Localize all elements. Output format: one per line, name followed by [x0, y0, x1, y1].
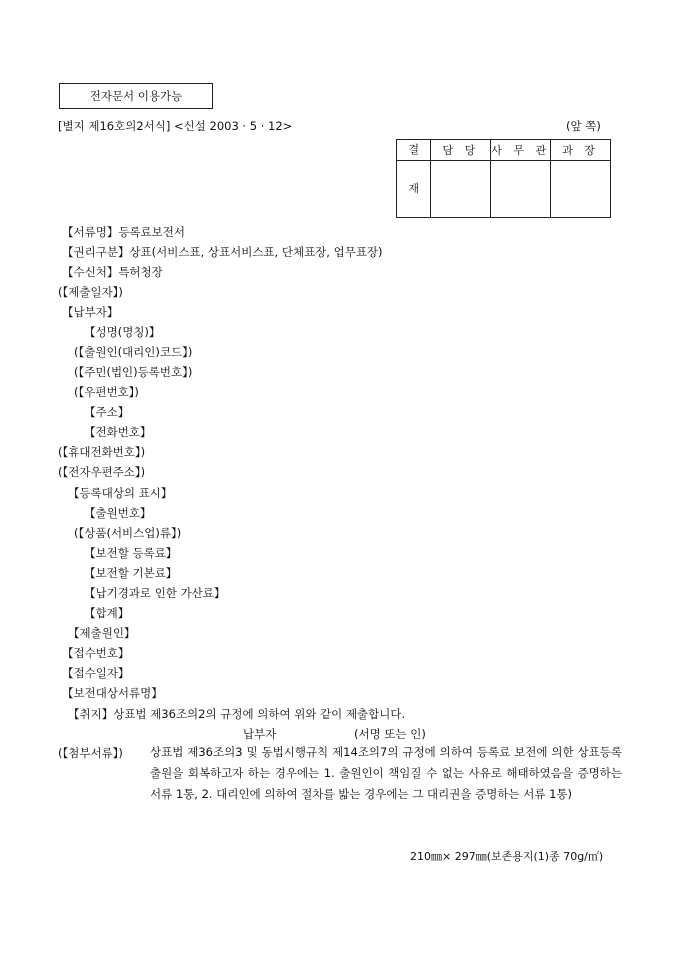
field-doc-name: 【서류명】등록료보전서	[62, 225, 185, 239]
attach-label: (【첨부서류】)	[58, 746, 123, 760]
field-submit-date: (【제출일자】)	[58, 285, 123, 299]
field-goods-class: (【상품(서비스업)류】)	[74, 526, 182, 540]
approval-side-bottom: 재	[397, 161, 431, 218]
field-resident-no: (【주민(법인)등록번호】)	[74, 365, 193, 379]
field-applicant-code: (【출원인(대리인)코드】)	[74, 345, 193, 359]
field-app-no: 【출원번호】	[84, 506, 152, 520]
field-name: 【성명(명칭)】	[84, 325, 161, 339]
field-email: (【전자우편주소】)	[58, 465, 146, 479]
field-payer: 【납부자】	[62, 305, 119, 319]
approval-col-2: 사 무 관	[491, 140, 551, 161]
field-address: 【주소】	[84, 405, 130, 419]
field-recipient: 【수신처】특허청장	[62, 265, 163, 279]
approval-col-1: 담 당	[431, 140, 491, 161]
approval-cell-2[interactable]	[491, 161, 551, 218]
field-right-class: 【권리구분】상표(서비스표, 상표서비스표, 단체표장, 업무표장)	[62, 245, 383, 259]
paper-spec: 210㎜× 297㎜(보존용지(1)종 70g/㎡)	[410, 850, 604, 863]
field-mobile: (【휴대전화번호】)	[58, 445, 146, 459]
field-base-fee: 【보전할 기본료】	[84, 566, 178, 580]
field-reg-fee: 【보전할 등록료】	[84, 546, 178, 560]
approval-col-3: 과 장	[551, 140, 611, 161]
field-surcharge: 【납기경과로 인한 가산료】	[84, 586, 226, 600]
approval-side-top: 결	[397, 140, 431, 161]
sign-note: (서명 또는 인)	[354, 727, 426, 741]
payer-sign-label: 납부자	[243, 727, 277, 741]
field-receipt-no: 【접수번호】	[62, 646, 130, 660]
field-purpose: 【취지】상표법 제36조의2의 규정에 의하여 위와 같이 제출합니다.	[68, 707, 406, 721]
attach-text: 상표법 제36조의3 및 동법시행규칙 제14조의7의 규정에 의하여 등록료 보전에 의한 상표등록출원을 회복하고자 하는 경우에는 1. 출원인이 책임질 수 없는 사유로 해태하였음을 증명하는 서류 1통, 2. 대리인에 의하여 절차를 밟는 경우에는 그 대리권을 증명하는 서류 1통)	[150, 745, 622, 801]
page-side: (앞 쪽)	[566, 119, 601, 133]
field-total: 【합계】	[84, 606, 130, 620]
electronic-doc-label: 전자문서 이용가능	[59, 83, 213, 109]
field-receipt-date: 【접수일자】	[62, 666, 130, 680]
field-preserved-docs: 【보전대상서류명】	[62, 686, 163, 700]
field-phone: 【전화번호】	[84, 425, 152, 439]
form-id: [별지 제16호의2서식] <신설 2003 · 5 · 12>	[58, 119, 293, 133]
approval-cell-3[interactable]	[551, 161, 611, 218]
field-target: 【등록대상의 표시】	[68, 486, 173, 500]
field-submitter: 【제출원인】	[68, 626, 136, 640]
approval-cell-1[interactable]	[431, 161, 491, 218]
field-postal-code: (【우편번호】)	[74, 385, 139, 399]
approval-table	[396, 139, 611, 218]
